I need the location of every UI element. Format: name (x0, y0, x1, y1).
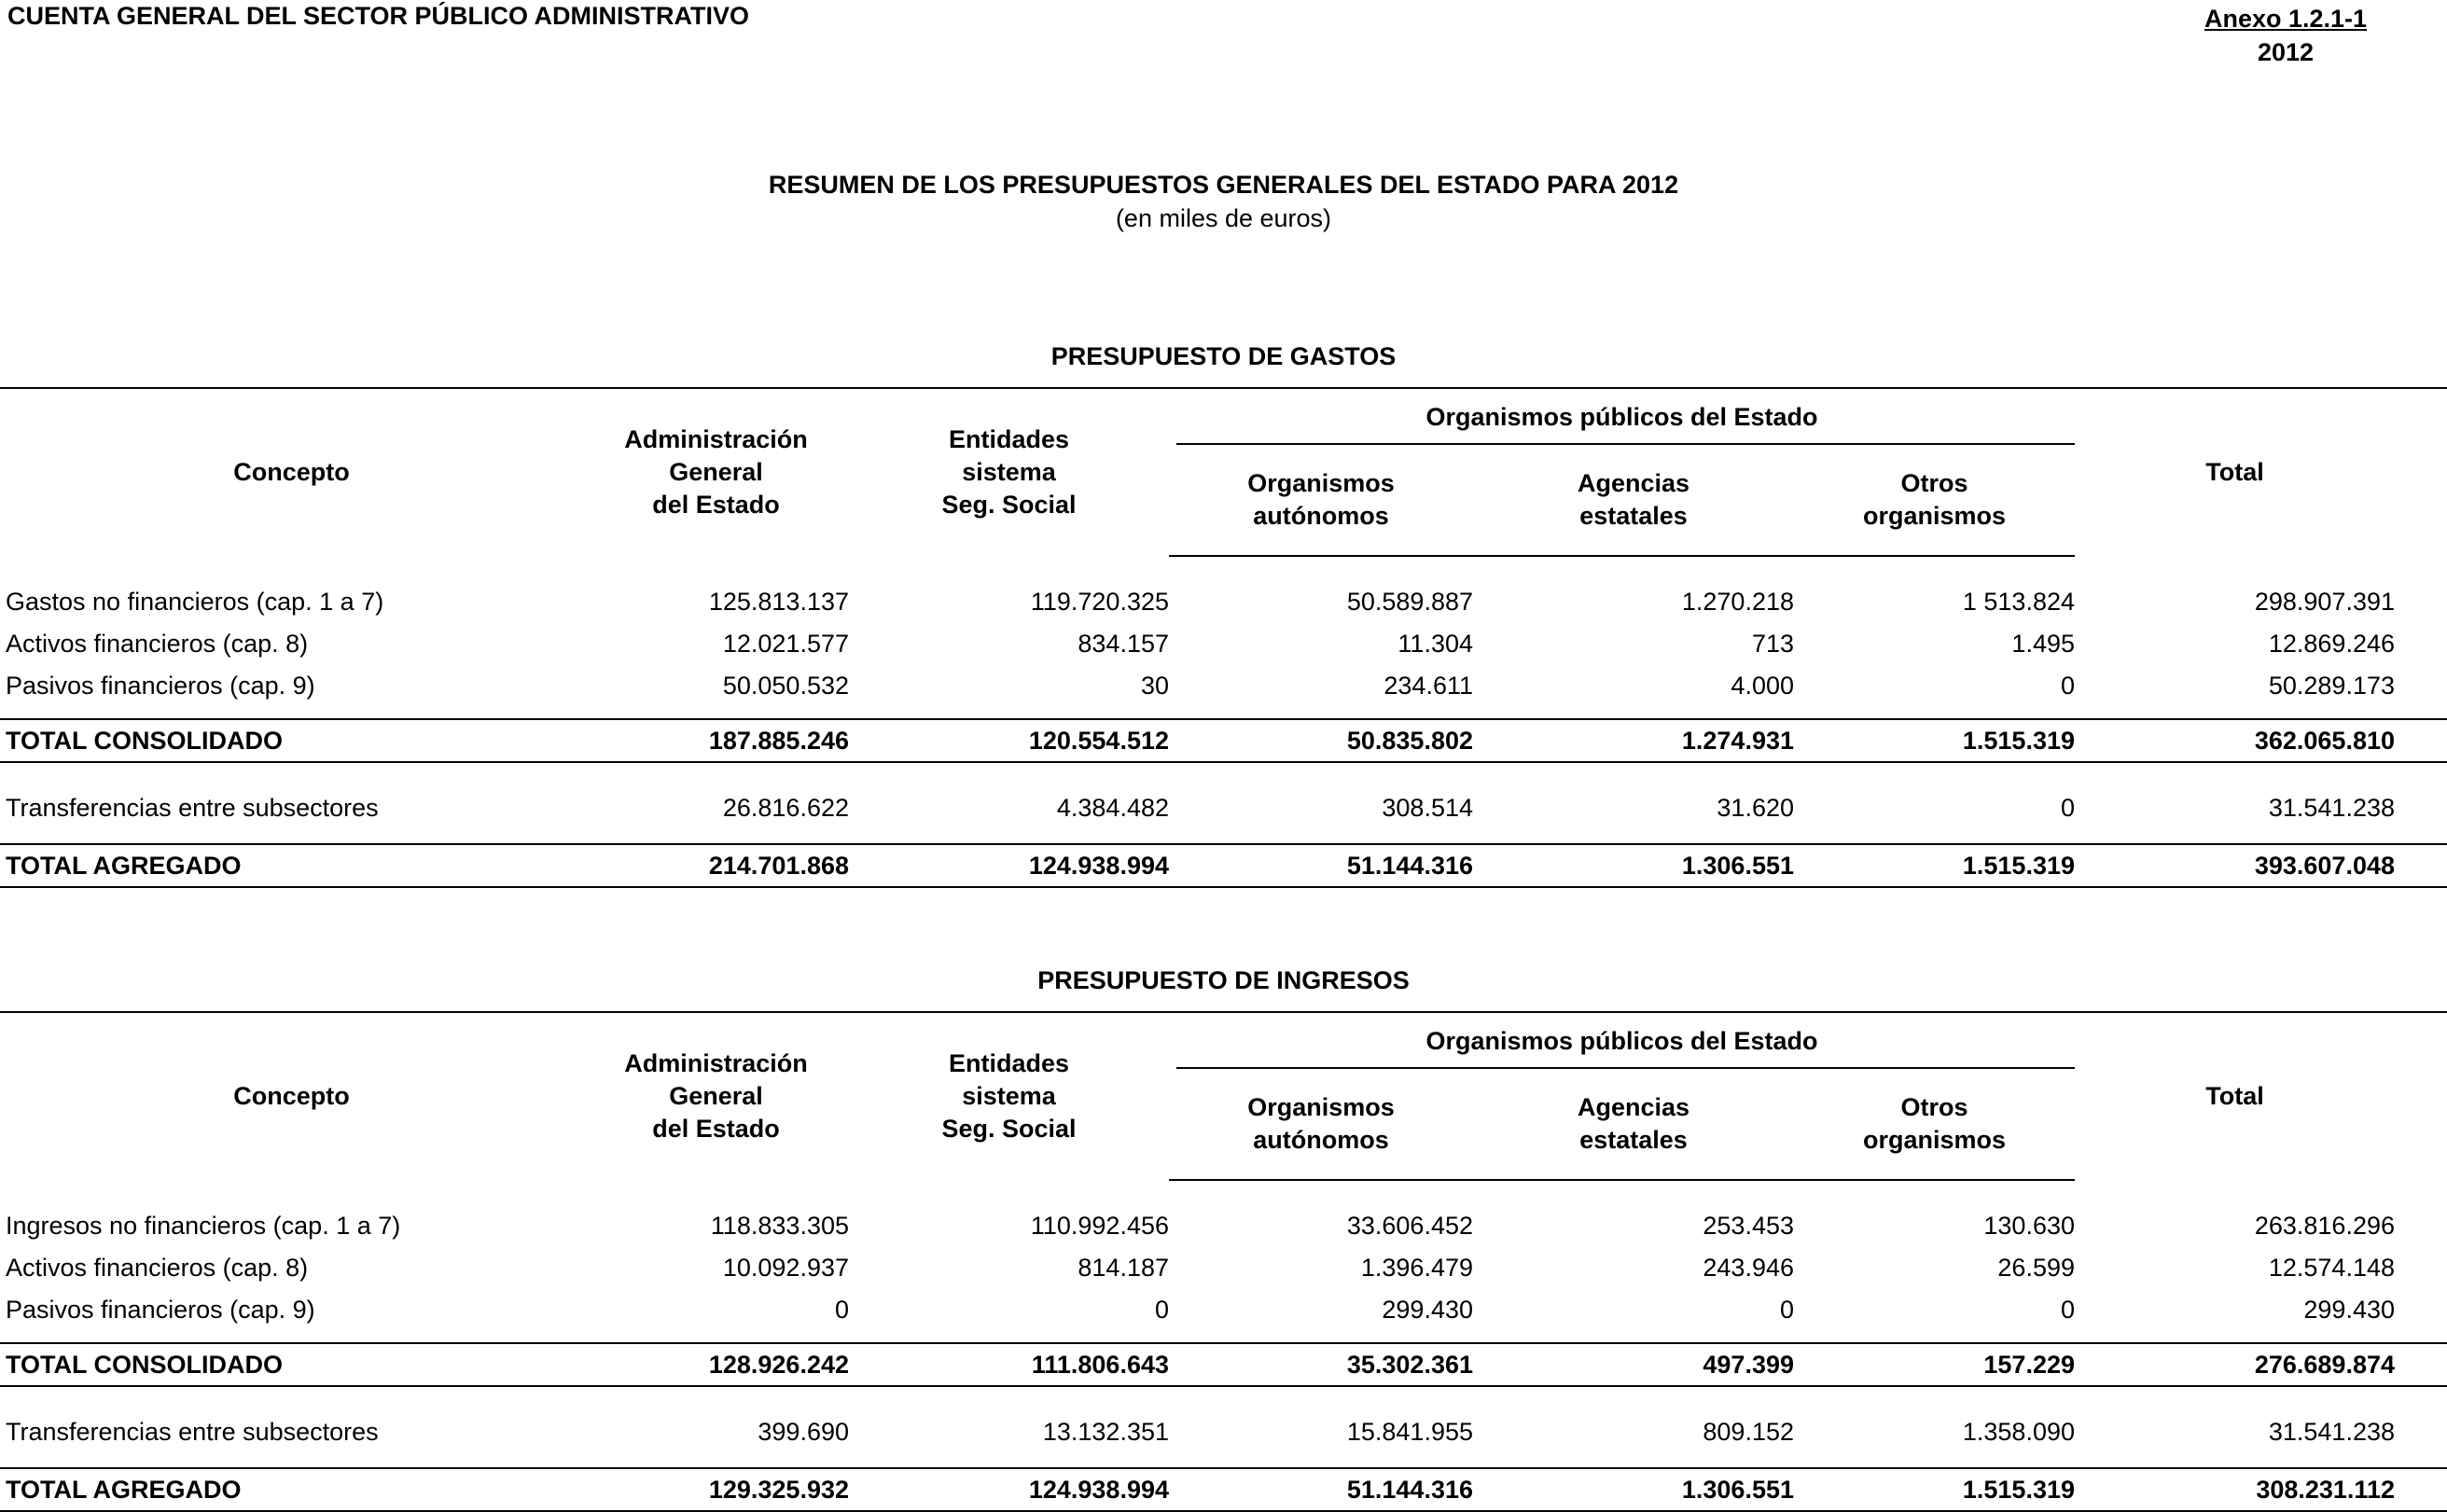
cell-spacer (2395, 1180, 2447, 1247)
column-header-administracion (583, 388, 849, 556)
cell-value: 0 (2060, 672, 2075, 700)
column-header-organismos-autonomos-line: autónomos (1253, 502, 1389, 530)
column-header-seguridad-social-line: sistema (962, 1082, 1056, 1110)
cell-spacer (2395, 1386, 2447, 1468)
column-header-administracion-line: General (669, 1082, 763, 1110)
cell-value: 1.358.090 (1962, 1417, 2075, 1446)
cell-value: 51.144.316 (1169, 844, 1473, 887)
cell-value: 111.806.643 (849, 1343, 1169, 1386)
cell-value: 1.306.551 (1473, 1468, 1794, 1511)
row-label: Activos financieros (cap. 8) (6, 1254, 309, 1282)
cell-value: 51.144.316 (1169, 1468, 1473, 1511)
cell-value: 10.092.937 (722, 1254, 849, 1282)
column-header-total: Total (2075, 388, 2395, 556)
column-header-seguridad-social-line: Entidades (948, 1049, 1070, 1077)
table-row (0, 556, 2447, 623)
cell-value: 1.274.931 (1473, 719, 1794, 762)
cell-value: 362.065.810 (2075, 719, 2395, 762)
group-underline (1176, 443, 2075, 445)
cell-value: 399.690 (758, 1417, 849, 1446)
column-header-otros-organismos (1794, 445, 2075, 556)
annex-number: Anexo 1.2.1-1 (2204, 5, 2368, 33)
table-row (0, 1289, 2447, 1343)
cell-value: 0 (834, 1296, 849, 1324)
gastos-table (0, 387, 2447, 888)
cell-value: 187.885.246 (583, 719, 849, 762)
cell-spacer (2395, 719, 2447, 762)
cell-value: 26.599 (1997, 1254, 2075, 1282)
cell-value: 214.701.868 (583, 844, 849, 887)
column-spacer (2395, 388, 2447, 556)
cell-spacer (2395, 1343, 2447, 1386)
table-row (0, 623, 2447, 665)
annex-year: 2012 (2257, 38, 2315, 66)
table-row (0, 665, 2447, 719)
cell-value: 12.021.577 (722, 630, 849, 658)
cell-value: 263.816.296 (2254, 1211, 2395, 1240)
row-label: TOTAL CONSOLIDADO (0, 719, 583, 762)
cell-spacer (2395, 1468, 2447, 1511)
cell-value: 0 (1779, 1296, 1794, 1324)
row-label: Ingresos no financieros (cap. 1 a 7) (6, 1211, 401, 1240)
cell-value: 118.833.305 (710, 1211, 849, 1240)
cell-value: 234.611 (1383, 672, 1473, 700)
column-header-organismos-autonomos (1169, 445, 1473, 556)
cell-value: 11.304 (1397, 630, 1473, 658)
cell-value: 814.187 (1078, 1254, 1169, 1282)
document-title: RESUMEN DE LOS PRESUPUESTOS GENERALES DEL ESTADO PARA 2012 (768, 171, 1679, 199)
row-label: Gastos no financieros (cap. 1 a 7) (6, 587, 384, 616)
table-row (0, 1180, 2447, 1247)
column-header-administracion-line: del Estado (652, 491, 780, 519)
group-underline (1176, 1067, 2075, 1069)
cell-spacer (2395, 762, 2447, 844)
cell-value: 299.430 (1382, 1296, 1473, 1324)
column-header-administracion-line: Administración (624, 1049, 808, 1077)
cell-value: 1.306.551 (1473, 844, 1794, 887)
cell-value: 13.132.351 (1042, 1417, 1169, 1446)
cell-value: 33.606.452 (1346, 1212, 1473, 1240)
cell-spacer (2395, 556, 2447, 623)
cell-value: 31.620 (1717, 793, 1794, 822)
row-label: Transferencias entre subsectores (6, 1417, 379, 1446)
column-header-otros-organismos-line: organismos (1862, 1126, 2007, 1154)
column-header-otros-organismos-line: Otros (1900, 469, 1968, 497)
column-header-seguridad-social (849, 388, 1169, 556)
cell-value: 50.589.887 (1346, 588, 1473, 616)
cell-spacer (2395, 623, 2447, 665)
cell-value: 119.720.325 (1030, 587, 1169, 616)
column-group-organismos (1169, 1012, 2075, 1069)
cell-value: 12.574.148 (2268, 1254, 2395, 1282)
cell-value: 0 (2060, 1296, 2075, 1324)
cell-value: 50.050.532 (722, 672, 849, 700)
cell-value: 299.430 (2303, 1296, 2395, 1324)
cell-value: 1.515.319 (1794, 1468, 2075, 1511)
column-header-administracion-line: del Estado (652, 1115, 780, 1143)
column-header-agencias-estatales-line: estatales (1579, 1126, 1688, 1154)
cell-value: 35.302.361 (1169, 1343, 1473, 1386)
column-header-seguridad-social-line: Seg. Social (941, 491, 1077, 519)
cell-spacer (2395, 1289, 2447, 1343)
row-label: TOTAL CONSOLIDADO (0, 1343, 583, 1386)
cell-value: 1.270.218 (1681, 588, 1794, 616)
column-header-organismos-autonomos-line: autónomos (1253, 1126, 1389, 1154)
column-group-organismos (1169, 388, 2075, 445)
column-header-concepto: Concepto (0, 388, 583, 556)
column-group-label: Organismos públicos del Estado (1425, 1026, 1818, 1055)
cell-value: 15.841.955 (1346, 1417, 1473, 1446)
cell-value: 308.514 (1382, 793, 1473, 822)
cell-value: 4.384.482 (1056, 793, 1169, 822)
cell-value: 124.938.994 (849, 844, 1169, 887)
cell-value: 1.495 (2011, 630, 2075, 658)
row-label: Pasivos financieros (cap. 9) (6, 672, 315, 700)
table-row (0, 1247, 2447, 1289)
total-agregado-row (0, 1468, 2447, 1511)
column-header-agencias-estatales-line: Agencias (1577, 469, 1690, 497)
column-spacer (2395, 1012, 2447, 1180)
cell-spacer (2395, 1247, 2447, 1289)
cell-value: 110.992.456 (1030, 1211, 1169, 1240)
cell-value: 125.813.137 (708, 587, 849, 616)
column-header-agencias-estatales (1473, 445, 1794, 556)
cell-value: 834.157 (1078, 630, 1169, 658)
column-header-otros-organismos-line: Otros (1900, 1093, 1968, 1121)
column-header-administracion (583, 1012, 849, 1180)
cell-value: 124.938.994 (849, 1468, 1169, 1511)
cell-value: 157.229 (1794, 1343, 2075, 1386)
cell-value: 4.000 (1731, 672, 1794, 700)
document-subtitle: (en miles de euros) (1115, 204, 1332, 232)
cell-value: 31.541.238 (2268, 793, 2395, 822)
row-label: TOTAL AGREGADO (0, 844, 583, 887)
cell-value: 130.630 (1983, 1212, 2075, 1240)
cell-value: 128.926.242 (583, 1343, 849, 1386)
cell-value: 1.396.479 (1360, 1254, 1473, 1282)
cell-value: 243.946 (1703, 1254, 1794, 1282)
document-title-block (0, 168, 2447, 235)
column-header-organismos-autonomos-line: Organismos (1247, 469, 1395, 497)
cell-value: 308.231.112 (2075, 1468, 2395, 1511)
cell-value: 393.607.048 (2075, 844, 2395, 887)
column-header-seguridad-social-line: Entidades (948, 425, 1070, 453)
cell-value: 30 (1140, 672, 1169, 700)
column-header-administracion-line: Administración (624, 425, 808, 453)
total-agregado-row (0, 844, 2447, 887)
column-header-agencias-estatales-line: estatales (1579, 502, 1688, 530)
cell-value: 129.325.932 (583, 1468, 849, 1511)
column-header-total: Total (2075, 1012, 2395, 1180)
cell-value: 497.399 (1473, 1343, 1794, 1386)
cell-value: 12.869.246 (2268, 630, 2395, 658)
cell-value: 31.541.238 (2268, 1417, 2395, 1446)
row-label: Pasivos financieros (cap. 9) (6, 1296, 315, 1324)
cell-value: 1.515.319 (1794, 844, 2075, 887)
cell-value: 0 (2060, 793, 2075, 822)
column-header-otros-organismos (1794, 1069, 2075, 1180)
column-header-otros-organismos-line: organismos (1862, 502, 2007, 530)
column-header-administracion-line: General (669, 458, 763, 486)
row-label: Activos financieros (cap. 8) (6, 630, 309, 658)
transferencias-row (0, 762, 2447, 844)
cell-value: 0 (1154, 1296, 1169, 1324)
cell-spacer (2395, 665, 2447, 719)
column-header-seguridad-social-line: sistema (962, 458, 1056, 486)
column-header-concepto: Concepto (0, 1012, 583, 1180)
annex-reference (2164, 2, 2407, 69)
cell-spacer (2395, 844, 2447, 887)
row-label: TOTAL AGREGADO (0, 1468, 583, 1511)
cell-value: 50.289.173 (2268, 672, 2395, 700)
transferencias-row (0, 1386, 2447, 1468)
cell-value: 298.907.391 (2254, 587, 2395, 616)
gastos-section-title: PRESUPUESTO DE GASTOS (1050, 342, 1397, 370)
cell-value: 276.689.874 (2075, 1343, 2395, 1386)
column-header-organismos-autonomos (1169, 1069, 1473, 1180)
cell-value: 1 513.824 (1962, 588, 2075, 616)
cell-value: 50.835.802 (1169, 719, 1473, 762)
cell-value: 120.554.512 (849, 719, 1169, 762)
cell-value: 809.152 (1703, 1417, 1794, 1446)
row-label: Transferencias entre subsectores (6, 793, 379, 822)
column-header-seguridad-social (849, 1012, 1169, 1180)
column-header-organismos-autonomos-line: Organismos (1247, 1093, 1395, 1121)
total-consolidado-row (0, 1343, 2447, 1386)
column-group-label: Organismos públicos del Estado (1425, 402, 1818, 431)
column-header-seguridad-social-line: Seg. Social (941, 1115, 1077, 1143)
cell-value: 253.453 (1703, 1212, 1794, 1240)
document-header-title: CUENTA GENERAL DEL SECTOR PÚBLICO ADMINISTRATIVO (7, 2, 750, 30)
cell-value: 713 (1751, 630, 1794, 658)
ingresos-table (0, 1011, 2447, 1512)
cell-value: 26.816.622 (722, 793, 849, 822)
cell-value: 1.515.319 (1794, 719, 2075, 762)
column-header-agencias-estatales (1473, 1069, 1794, 1180)
column-header-agencias-estatales-line: Agencias (1577, 1093, 1690, 1121)
total-consolidado-row (0, 719, 2447, 762)
ingresos-section-title: PRESUPUESTO DE INGRESOS (1037, 966, 1410, 994)
